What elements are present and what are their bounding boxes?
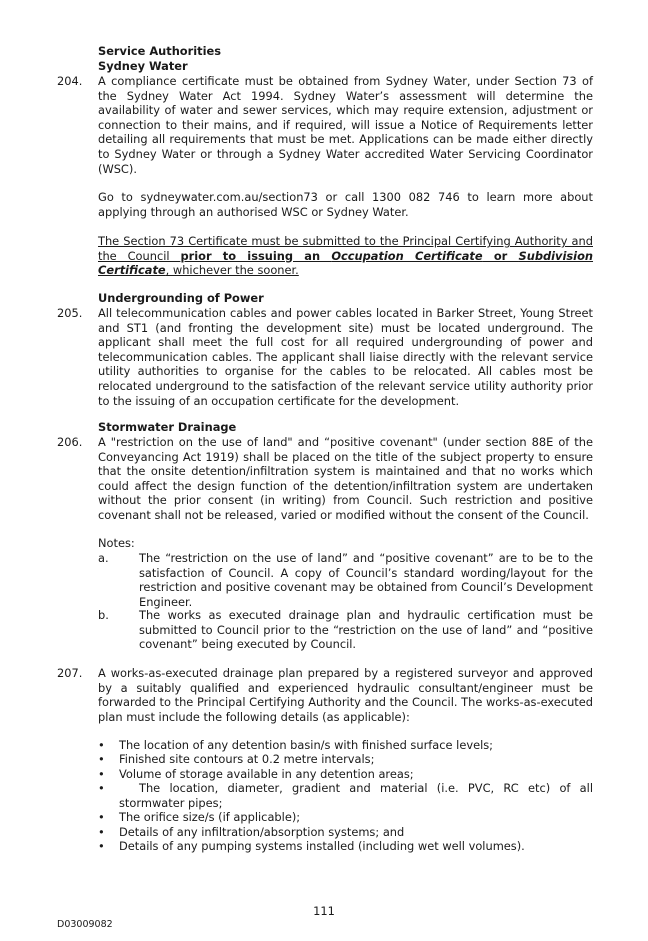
- bullet-item-6: Details of any infiltration/absorption systems; and: [119, 825, 405, 839]
- heading-undergrounding: Undergrounding of Power: [98, 291, 264, 305]
- bullet-marker: •: [98, 767, 105, 781]
- clause-204-paragraph-2: Go to sydneywater.com.au/section73 or call 1300 082 746 to learn more about applying through an authorised WSC or Sydney Water.: [98, 190, 593, 219]
- s73-text-b: prior to issuing an: [180, 248, 332, 263]
- clause-206-number: 206.: [57, 435, 83, 449]
- bullet-item-2: Finished site contours at 0.2 metre intervals;: [119, 752, 375, 766]
- clause-207-number: 207.: [57, 666, 83, 680]
- page-number: 111: [313, 904, 335, 918]
- s73-text-f: , whichever the sooner.: [165, 263, 299, 278]
- clause-204-number: 204.: [57, 74, 83, 88]
- bullet-marker: •: [98, 781, 105, 795]
- bullet-item-5: The orifice size/s (if applicable);: [119, 810, 301, 824]
- clause-205-number: 205.: [57, 306, 83, 320]
- document-id: D03009082: [57, 919, 113, 930]
- clause-206-notes-label: Notes:: [98, 536, 135, 550]
- clause-205-paragraph: All telecommunication cables and power cables located in Barker Street, Young Street and ST1 (and fronting the development site) must be located underground. The applicant shall meet the full cost for all required undergrounding of power and telecommunication cables. The applicant shall liaise directly with the relevant service utility authorities to organise for the cables to be relocated. All cables most be relocated underground to the satisfaction of the relevant service utility authority prior to the issuing of an occupation certificate for the development.: [98, 306, 593, 408]
- s73-subdivision-certificate: Subdivision Certificate: [98, 248, 594, 278]
- bullet-marker: •: [98, 825, 105, 839]
- note-a-text: The “restriction on the use of land” and “positive covenant” are to be to the satisfaction of Council. A copy of Council’s standard wording/layout for the restriction and positive covenant may be obtained from Council’s Development Engineer.: [139, 551, 593, 609]
- note-b-letter: b.: [98, 608, 109, 622]
- bullet-item-3: Volume of storage available in any detention areas;: [119, 767, 414, 781]
- bullet-item-7: Details of any pumping systems installed (including wet well volumes).: [119, 839, 525, 853]
- clause-204-paragraph-3: [98, 234, 593, 278]
- heading-stormwater: Stormwater Drainage: [98, 420, 237, 434]
- s73-occupation-certificate: Occupation Certificate: [331, 248, 483, 263]
- s73-text-d: or: [482, 248, 519, 263]
- s73-text-a: The Section 73 Certificate must be submitted to the Principal Certifying Authority and the Council: [98, 234, 593, 263]
- bullet-marker: •: [98, 752, 105, 766]
- bullet-marker: •: [98, 810, 105, 824]
- clause-206-paragraph: A "restriction on the use of land" and “positive covenant" (under section 88E of the Conveyancing Act 1919) shall be placed on the title of the subject property to ensure that the onsite detention/infiltration system is maintained and that no works which could affect the design function of the detention/infiltration system are undertaken without the prior consent (in writing) from Council. Such restriction and positive covenant shall not be released, varied or modified without the consent of the Council.: [98, 435, 593, 522]
- bullet-marker: •: [98, 738, 105, 752]
- note-b-text: The works as executed drainage plan and hydraulic certification must be submitted to Council prior to the “restriction on the use of land” and “positive covenant” being executed by Council.: [139, 608, 593, 652]
- heading-sydney-water: Sydney Water: [98, 59, 188, 73]
- note-a-letter: a.: [98, 551, 109, 565]
- clause-204-paragraph-1: A compliance certificate must be obtained from Sydney Water, under Section 73 of the Sydney Water Act 1994. Sydney Water’s assessment will determine the availability of water and sewer services, which may require extension, adjustment or connection to their mains, and if required, will issue a Notice of Requirements letter detailing all requirements that must be met. Applications can be made either directly to Sydney Water or through a Sydney Water accredited Water Servicing Coordinator (WSC).: [98, 74, 593, 176]
- bullet-item-4: The location, diameter, gradient and material (i.e. PVC, RC etc) of all: [139, 781, 593, 795]
- bullet-marker: •: [98, 839, 105, 853]
- bullet-item-4-continued: stormwater pipes;: [119, 796, 223, 810]
- bullet-item-1: The location of any detention basin/s with finished surface levels;: [119, 738, 494, 752]
- clause-207-paragraph: A works-as-executed drainage plan prepared by a registered surveyor and approved by a suitably qualified and experienced hydraulic consultant/engineer must be forwarded to the Principal Certifying Authority and the Council. The works-as-executed plan must include the following details (as applicable):: [98, 666, 593, 724]
- heading-service-authorities: Service Authorities: [98, 44, 221, 58]
